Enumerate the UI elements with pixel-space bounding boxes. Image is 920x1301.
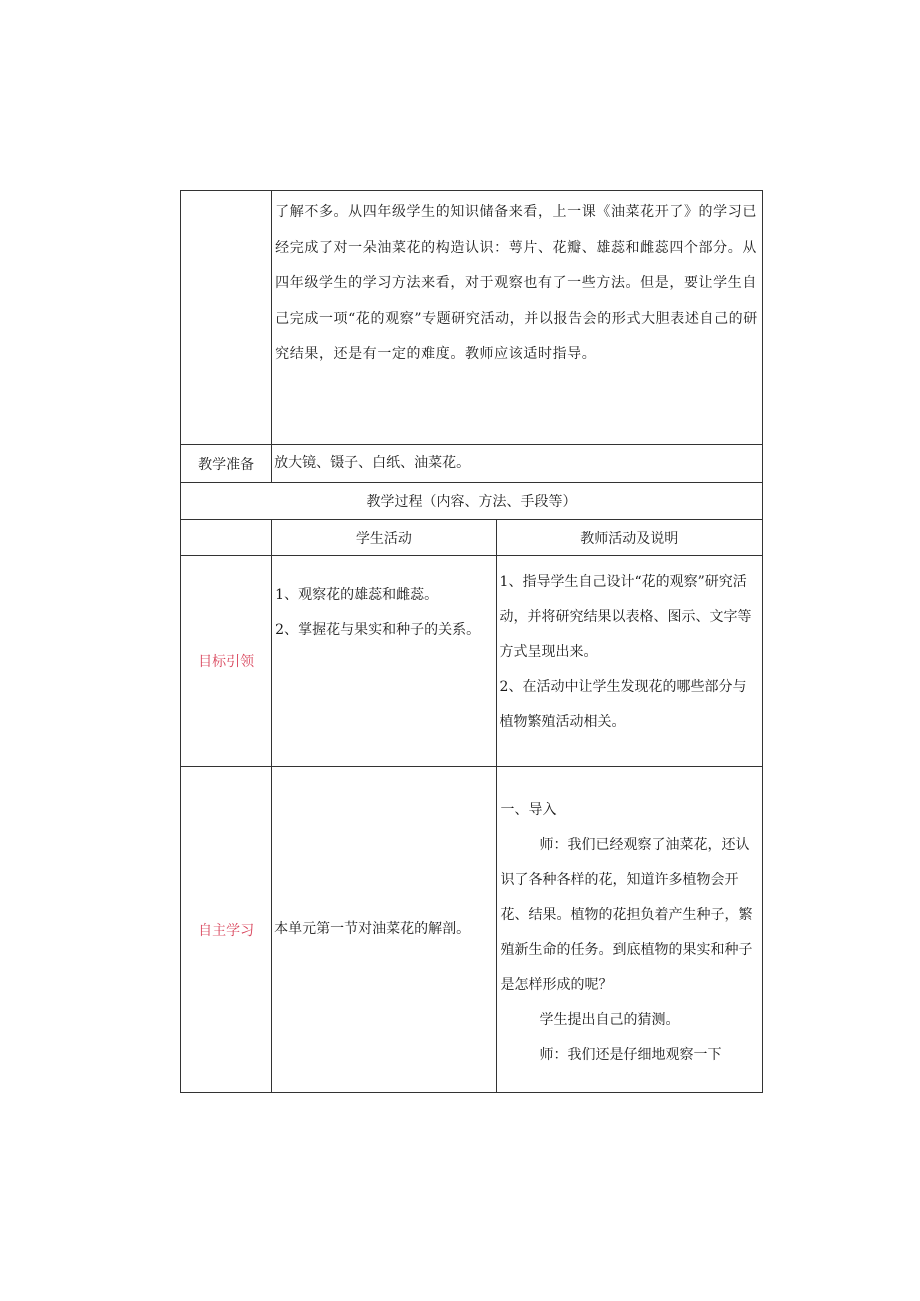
- goal-teacher-item: 1、指导学生自己设计“花的观察”研究活动，并将研究结果以表格、图示、文字等方式呈现出来。: [499, 574, 752, 660]
- teacher-line: 学生提出自己的猜测。: [539, 1012, 680, 1028]
- teacher-line: 师：我们还是仔细地观察一下: [539, 1047, 722, 1063]
- lesson-plan-table: [180, 190, 763, 1093]
- goal-teacher-item: 2、在活动中让学生发现花的哪些部分与植物繁殖活动相关。: [499, 679, 747, 730]
- goal-label: 目标引领: [181, 556, 272, 767]
- prep-value: 放大镜、镊子、白纸、油菜花。: [272, 445, 763, 483]
- self-study-label: 自主学习: [181, 767, 272, 1093]
- goal-teacher-cell: [496, 556, 762, 767]
- column-header-empty: [181, 520, 272, 556]
- analysis-label-cell: [181, 191, 272, 445]
- goal-student-cell: [272, 556, 496, 767]
- goal-student-item: 1、观察花的雄蕊和雌蕊。: [275, 587, 439, 603]
- teacher-activity-header: 教师活动及说明: [496, 520, 762, 556]
- process-header: 教学过程（内容、方法、手段等）: [181, 483, 763, 520]
- process-header-row: [181, 483, 763, 520]
- analysis-text: 了解不多。从四年级学生的知识储备来看，上一课《油菜花开了》的学习已经完成了对一朵油菜花的构造认识：萼片、花瓣、雄蕊和雌蕊四个部分。从四年级学生的学习方法来看，对于观察也有了一些方法。但是，要让学生自己完成一项“花的观察”专题研究活动，并以报告会的形式大胆表述自己的研究结果，还是有一定的难度。教师应该适时指导。: [275, 204, 758, 362]
- analysis-row: [181, 191, 763, 445]
- goal-student-item: 2、掌握花与果实和种子的关系。: [275, 622, 481, 638]
- prep-row: [181, 445, 763, 483]
- student-activity-header: 学生活动: [272, 520, 496, 556]
- teacher-line: 师：我们已经观察了油菜花，还认识了各种各样的花，知道许多植物会开花、结果。植物的花担负着产生种子，繁殖新生命的任务。到底植物的果实和种子是怎样形成的呢？: [500, 837, 753, 993]
- analysis-cell: [272, 191, 763, 445]
- prep-label: 教学准备: [181, 445, 272, 483]
- self-study-row: [181, 767, 763, 1093]
- teacher-line: 一、导入: [500, 802, 557, 818]
- self-study-student: 本单元第一节对油菜花的解剖。: [272, 767, 496, 1093]
- column-header-row: [181, 520, 763, 556]
- self-study-teacher-cell: [496, 767, 762, 1093]
- goal-row: [181, 556, 763, 767]
